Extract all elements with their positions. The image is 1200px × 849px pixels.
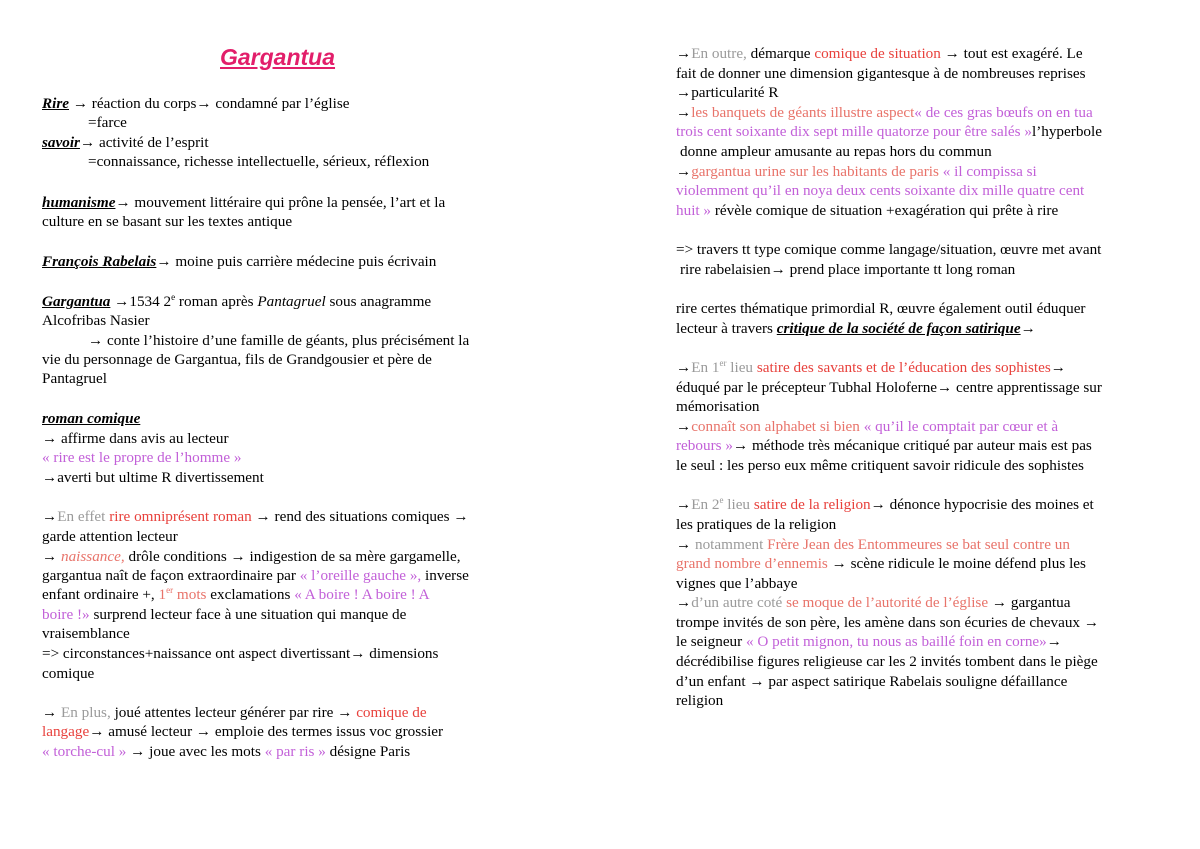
effet-line-6: boire !» surprend lecteur face à une situation qui manque de [42,606,407,623]
humanisme-line-2: culture en se basant sur les textes antique [42,213,293,230]
second-line-5: vignes que l’abbaye [676,575,798,592]
rabelais-line: François Rabelais→ moine puis carrière médecine puis écrivain [42,253,437,270]
second-line-1: →En 2e lieu satire de la religion→ dénonce hypocrisie des moines et [676,494,1094,513]
thematique-line-1: rire certes thématique primordial R, œuvre également outil éduquer [676,300,1086,317]
effet-line-2: garde attention lecteur [42,528,178,545]
plus-line-1: → En plus, joué attentes lecteur générer par rire → comique de [42,704,427,721]
savoir-line: savoir→ activité de l’esprit [42,134,209,151]
second-line-9: décrédibilise figures religieuse car les 2 invités tombent dans le piège [676,653,1098,670]
page-title: Gargantua [220,44,336,70]
term-rabelais: François Rabelais [42,253,157,270]
roman-comique-quote: « rire est le propre de l’homme » [42,449,242,466]
effet-line-9: comique [42,665,95,682]
second-line-3: → notamment Frère Jean des Entommeures se bat seul contre un [676,536,1070,553]
outre-line-1: →En outre, démarque comique de situation → tout est exagéré. Le [676,45,1083,62]
rire-line: Rire → réaction du corps→ condamné par l’église [42,95,350,112]
rire-line-2: =farce [88,114,127,131]
outre-line-8: violemment qu’il en noya deux cents soixante dix mille quatre cent [676,182,1085,199]
outre-line-6: donne ampleur amusante au repas hors du commun [680,143,992,160]
premier-line-1: →En 1er lieu satire des savants et de l’éducation des sophistes→ [676,357,1066,376]
premier-line-4: →connaît son alphabet si bien « qu’il le comptait par cœur et à [676,418,1059,435]
roman-comique-term: roman comique [42,410,141,427]
plus-line-3: « torche-cul » → joue avec les mots « par ris » désigne Paris [42,743,411,760]
premier-line-5: rebours »→ méthode très mécanique critiqué par auteur mais est pas [676,437,1092,454]
outre-line-5: trois cent soixante dix sept mille quatorze pour être salés »l’hyperbole [676,123,1102,140]
thematique-line-2: lecteur à travers critique de la société de façon satirique→ [676,320,1036,337]
travers-line-2: rire rabelaisien→ prend place importante tt long roman [680,261,1016,278]
outre-line-9: huit » révèle comique de situation +exagération qui prête à rire [676,202,1059,219]
second-line-4: grand nombre d’ennemis → scène ridicule le moine défend plus les [676,555,1086,572]
premier-line-3: mémorisation [676,398,760,415]
gargantua-line-2: Alcofribas Nasier [42,312,150,329]
second-line-11: religion [676,692,724,709]
outre-line-2: fait de donner une dimension gigantesque à de nombreuses reprises [676,65,1086,82]
gargantua-line-5: Pantagruel [42,370,107,387]
second-line-10: d’un enfant → par aspect satirique Rabelais souligne défaillance [676,673,1068,690]
second-line-6: →d’un autre coté se moque de l’autorité de l’église → gargantua [676,594,1071,611]
effet-line-5: enfant ordinaire +, 1er mots exclamations « A boire ! A boire ! A [42,584,430,603]
term-rire: Rire [42,95,70,112]
gargantua-line: Gargantua →1534 2e roman après Pantagruel sous anagramme [42,291,432,310]
plus-line-2: langage→ amusé lecteur → emploie des termes issus voc grossier [42,723,444,740]
roman-comique-line-3: →averti but ultime R divertissement [42,469,264,486]
outre-line-4: →les banquets de géants illustre aspect« de ces gras bœufs on en tua [676,104,1093,121]
term-savoir: savoir [42,134,80,151]
effet-line-3: → naissance, drôle conditions → indigestion de sa mère gargamelle, [42,548,461,565]
roman-comique-line-1: → affirme dans avis au lecteur [42,430,229,447]
effet-line-4: gargantua naît de façon extraordinaire par « l’oreille gauche », inverse [42,567,469,584]
effet-line-8: => circonstances+naissance ont aspect divertissant→ dimensions [42,645,439,662]
second-line-8: le seigneur « O petit mignon, tu nous as baillé foin en corne»→ [676,633,1062,650]
humanisme-line: humanisme→ mouvement littéraire qui prône la pensée, l’art et la [42,194,446,211]
savoir-line-2: =connaissance, richesse intellectuelle, sérieux, réflexion [88,153,430,170]
premier-line-2: éduqué par le précepteur Tubhal Holoferne→ centre apprentissage sur [676,379,1102,396]
effet-line-1: →En effet rire omniprésent roman → rend des situations comiques → [42,508,469,525]
gargantua-line-3: → conte l’histoire d’une famille de géants, plus précisément la [88,332,470,349]
outre-line-3: →particularité R [676,84,779,101]
premier-line-6: le seul : les perso eux même critiquent savoir ridicule des sophistes [676,457,1084,474]
outre-line-7: →gargantua urine sur les habitants de paris « il compissa si [676,163,1037,180]
second-line-7: trompe invités de son père, les amène dans son écuries de chevaux → [676,614,1100,631]
term-humanisme: humanisme [42,194,116,211]
travers-line-1: => travers tt type comique comme langage/situation, œuvre met avant [676,241,1102,258]
term-gargantua: Gargantua [42,293,111,310]
second-line-2: les pratiques de la religion [676,516,837,533]
effet-line-7: vraisemblance [42,625,130,642]
gargantua-line-4: vie du personnage de Gargantua, fils de Grandgousier et père de [42,351,432,368]
